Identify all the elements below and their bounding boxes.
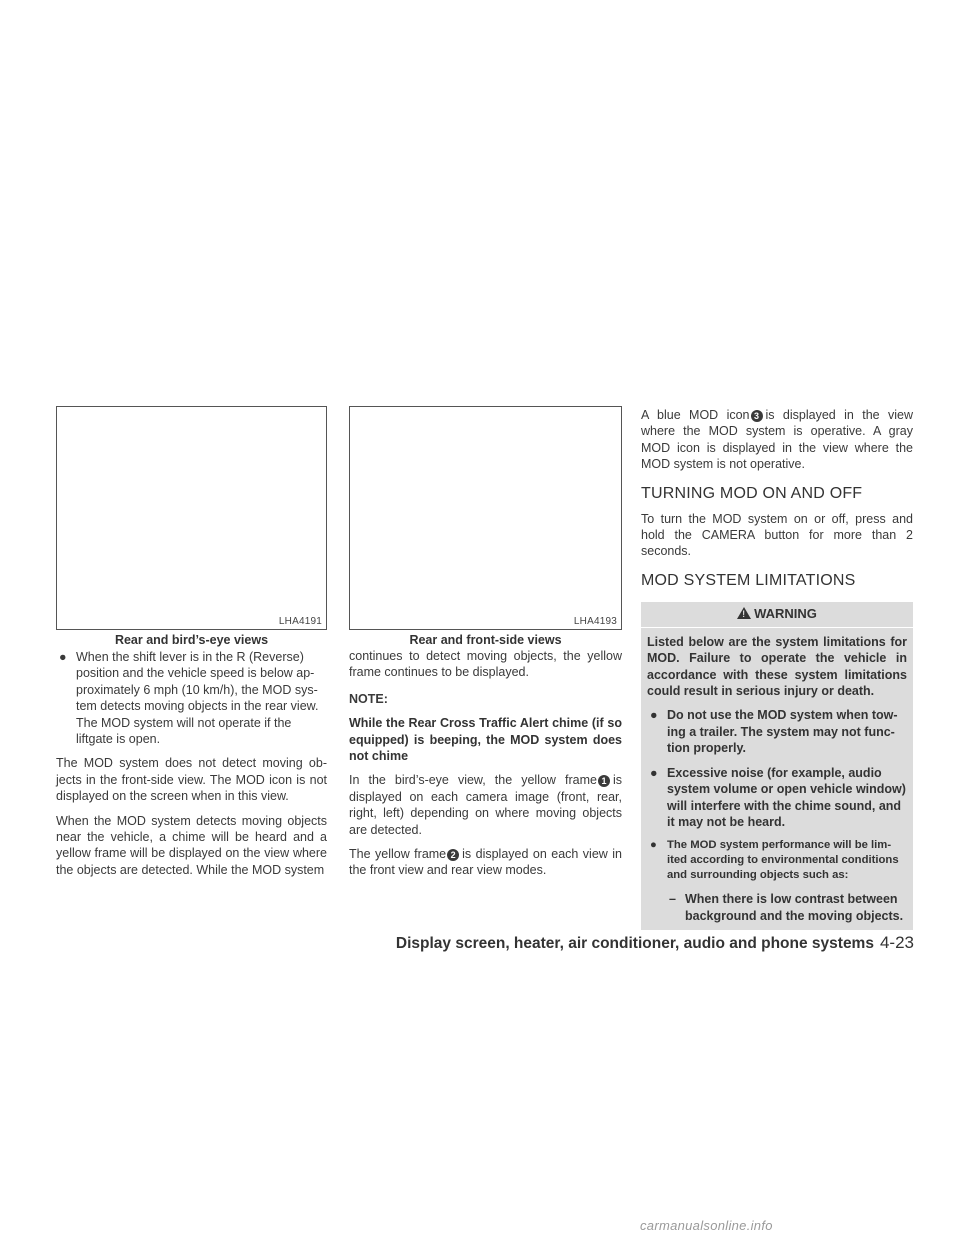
section-heading: TURNING MOD ON AND OFF [641, 484, 863, 502]
figure-rear-birds-eye [56, 406, 327, 630]
paragraph: To turn the MOD system on or off, press and hold the CAMERA button for more than 2 seconds. [641, 511, 913, 559]
column-1 [56, 406, 327, 886]
page-footer [396, 933, 914, 953]
figure-rear-front-side [349, 406, 622, 630]
paragraph: A blue MOD icon 3 is displayed in the view where the MOD system is operative. A gray MOD icon is displayed in the view where the MOD system is not operative. [641, 408, 913, 472]
figure-caption: Rear and front-side views [409, 633, 562, 647]
callout-number-icon: 3 [751, 410, 763, 422]
bullet-text: Do not use the MOD system when tow- ing a trailer. The system may not func- tion properly. [667, 708, 898, 756]
sub-list-item [647, 891, 907, 924]
bullet-icon: ● [650, 765, 658, 780]
bullet-text: The MOD system performance will be lim- ited according to environmental conditions and surrounding objects such as: [667, 839, 899, 882]
list-item [647, 838, 907, 883]
figure-code: LHA4191 [278, 616, 322, 627]
figure-code: LHA4193 [573, 616, 617, 627]
figure-caption: Rear and bird’s-eye views [114, 633, 269, 647]
warning-header [641, 602, 913, 628]
warning-triangle-icon: ! [737, 607, 751, 619]
warning-intro: Listed below are the system limitations for MOD. Failure to operate the vehicle in accordance with these system limitations could result in serious injury or death. [647, 634, 907, 699]
list-item [647, 765, 907, 831]
column-3 [641, 407, 913, 930]
warning-box [641, 602, 913, 930]
bullet-text: When the shift lever is in the R (Reverse) position and the vehicle speed is below ap- proximately 6 mph (10 km/h), the MOD sys- tem detects moving objects in the rear view. The MOD system will not operate if the liftgate is open. [76, 650, 319, 747]
paragraph: The MOD system does not detect moving ob- jects in the front-side view. The MOD icon is not displayed on the screen when in this view. [56, 756, 327, 804]
column-2 [349, 406, 622, 887]
dash-icon: – [669, 892, 676, 907]
watermark: carmanualsonline.info [640, 1218, 773, 1233]
chapter-title: Display screen, heater, air conditioner, audio and phone systems [395, 935, 874, 952]
callout-number-icon: 2 [447, 849, 459, 861]
list-item [647, 707, 907, 756]
bullet-text: Excessive noise (for example, audio system volume or open vehicle window) will interfere with the chime sound, and it may not be heard. [667, 765, 906, 829]
bullet-icon: ● [59, 650, 67, 664]
bullet-icon: ● [650, 708, 658, 723]
warning-title: WARNING [754, 605, 817, 621]
paragraph: The yellow frame 2 is displayed on each view in the front view and rear view modes. [349, 847, 622, 878]
bullet-icon: ● [650, 839, 657, 852]
callout-number-icon: 1 [598, 775, 610, 787]
sub-list-text: When there is low contrast between background and the moving objects. [685, 892, 904, 923]
note-label: NOTE: [349, 691, 388, 706]
paragraph: When the MOD system detects moving objects near the vehicle, a chime will be heard and a yellow frame will be displayed on the view where the objects are detected. While the MOD system [56, 813, 327, 877]
paragraph: In the bird’s-eye view, the yellow frame 1 is displayed on each camera image (front, rear, right, left) depending on where moving objects are detected. [349, 773, 622, 837]
list-item [56, 649, 327, 747]
page-number: 4-23 [879, 933, 914, 952]
section-heading: MOD SYSTEM LIMITATIONS [641, 571, 856, 589]
note-text: While the Rear Cross Traffic Alert chime (if so equipped) is beeping, the MOD system does not chime [349, 716, 622, 764]
paragraph: continues to detect moving objects, the yellow frame continues to be displayed. [349, 649, 622, 680]
